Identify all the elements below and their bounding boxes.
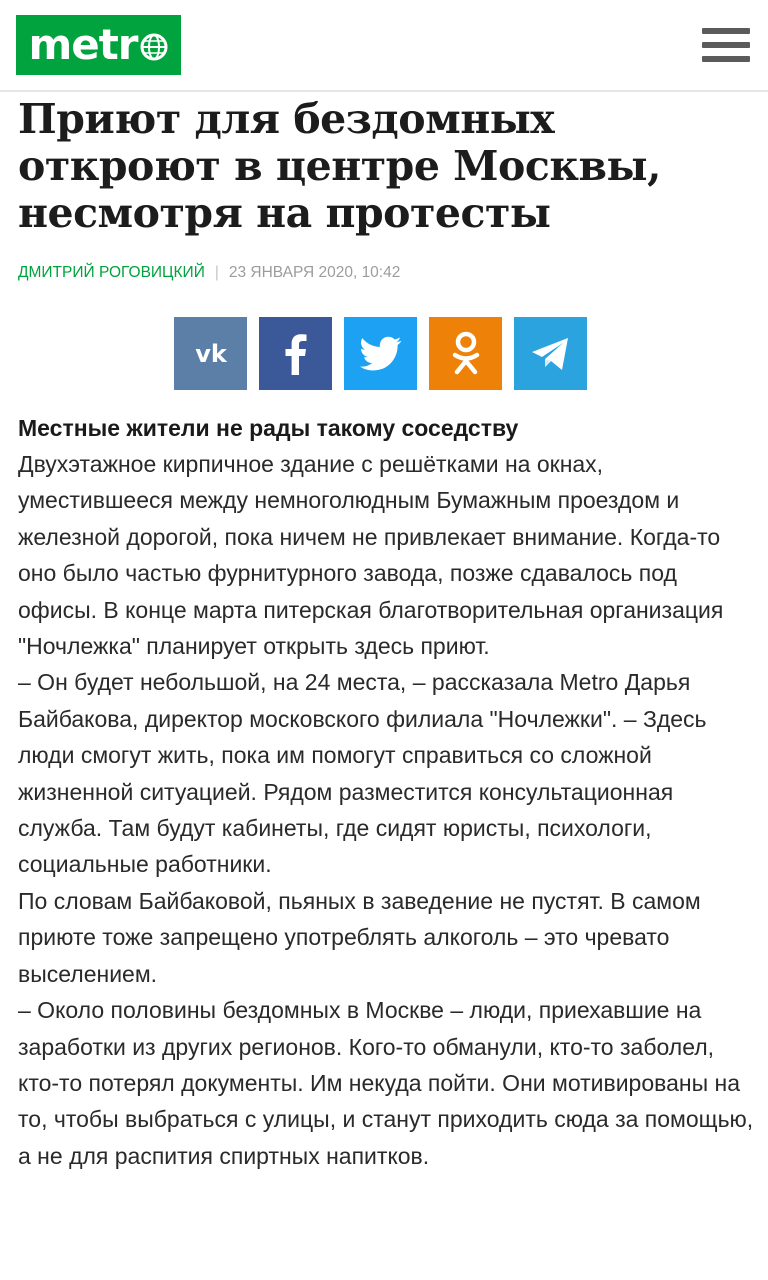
facebook-icon [284, 333, 308, 375]
site-header [0, 0, 768, 92]
menu-line [702, 42, 750, 48]
menu-line [702, 28, 750, 34]
metro-logo[interactable] [16, 15, 181, 75]
share-odnoklassniki-button[interactable] [429, 317, 502, 390]
twitter-icon [360, 336, 402, 372]
article-paragraph: Двухэтажное кирпичное здание с решётками на окнах, уместившееся между немноголюдным Бумажным проездом и железной дорогой, пока ничем не привлекает внимание. Когда-то оно было частью фурнитурного завода, позже сдавалось под офисы. В конце марта питерская благотворительная организация "Ночлежка" планирует открыть здесь приют. [18, 451, 724, 660]
byline [18, 262, 758, 284]
article-body [18, 446, 758, 1174]
article-lead: Местные жители не рады такому соседству [18, 415, 519, 441]
author-link[interactable]: ДМИТРИЙ РОГОВИЦКИЙ [18, 264, 205, 281]
vk-icon [189, 340, 233, 368]
globe-icon [139, 32, 169, 62]
article-paragraph: По словам Байбаковой, пьяных в заведение не пустят. В самом приюте тоже запрещено употреблять алкоголь – это чревато выселением. [18, 887, 701, 987]
odnoklassniki-icon [451, 331, 481, 377]
byline-separator: | [214, 264, 219, 281]
share-buttons [174, 317, 587, 390]
share-twitter-button[interactable] [344, 317, 417, 390]
logo-wordmark [28, 20, 168, 69]
share-vk-button[interactable] [174, 317, 247, 390]
article-paragraph: – Около половины бездомных в Москве – люди, приехавшие на заработки из других регионов. Кого-то обманули, кто-то заболел, кто-то потерял документы. Им некуда пойти. Они мотивированы на то, чтобы выбраться с улицы, и станут приходить сюда за помощью, а не для распития спиртных напитков. [18, 997, 754, 1169]
share-telegram-button[interactable] [514, 317, 587, 390]
publish-date: 23 ЯНВАРЯ 2020, 10:42 [228, 264, 401, 281]
telegram-icon [530, 336, 572, 372]
hamburger-menu-icon[interactable] [698, 24, 754, 66]
svg-text:vk: vk [194, 339, 227, 368]
article-paragraph: – Он будет небольшой, на 24 места, – рассказала Metro Дарья Байбакова, директор московского филиала "Ночлежки". – Здесь люди смогут жить, пока им помогут справиться со сложной жизненной ситуацией. Рядом разместится консультационная служба. Там будут кабинеты, где сидят юристы, психологи, социальные работники. [18, 669, 707, 878]
menu-line [702, 56, 750, 62]
logo-text: metr [28, 20, 138, 69]
share-facebook-button[interactable] [259, 317, 332, 390]
article-title: Приют для бездомных откроют в центре Москвы, несмотря на протесты [18, 95, 661, 237]
